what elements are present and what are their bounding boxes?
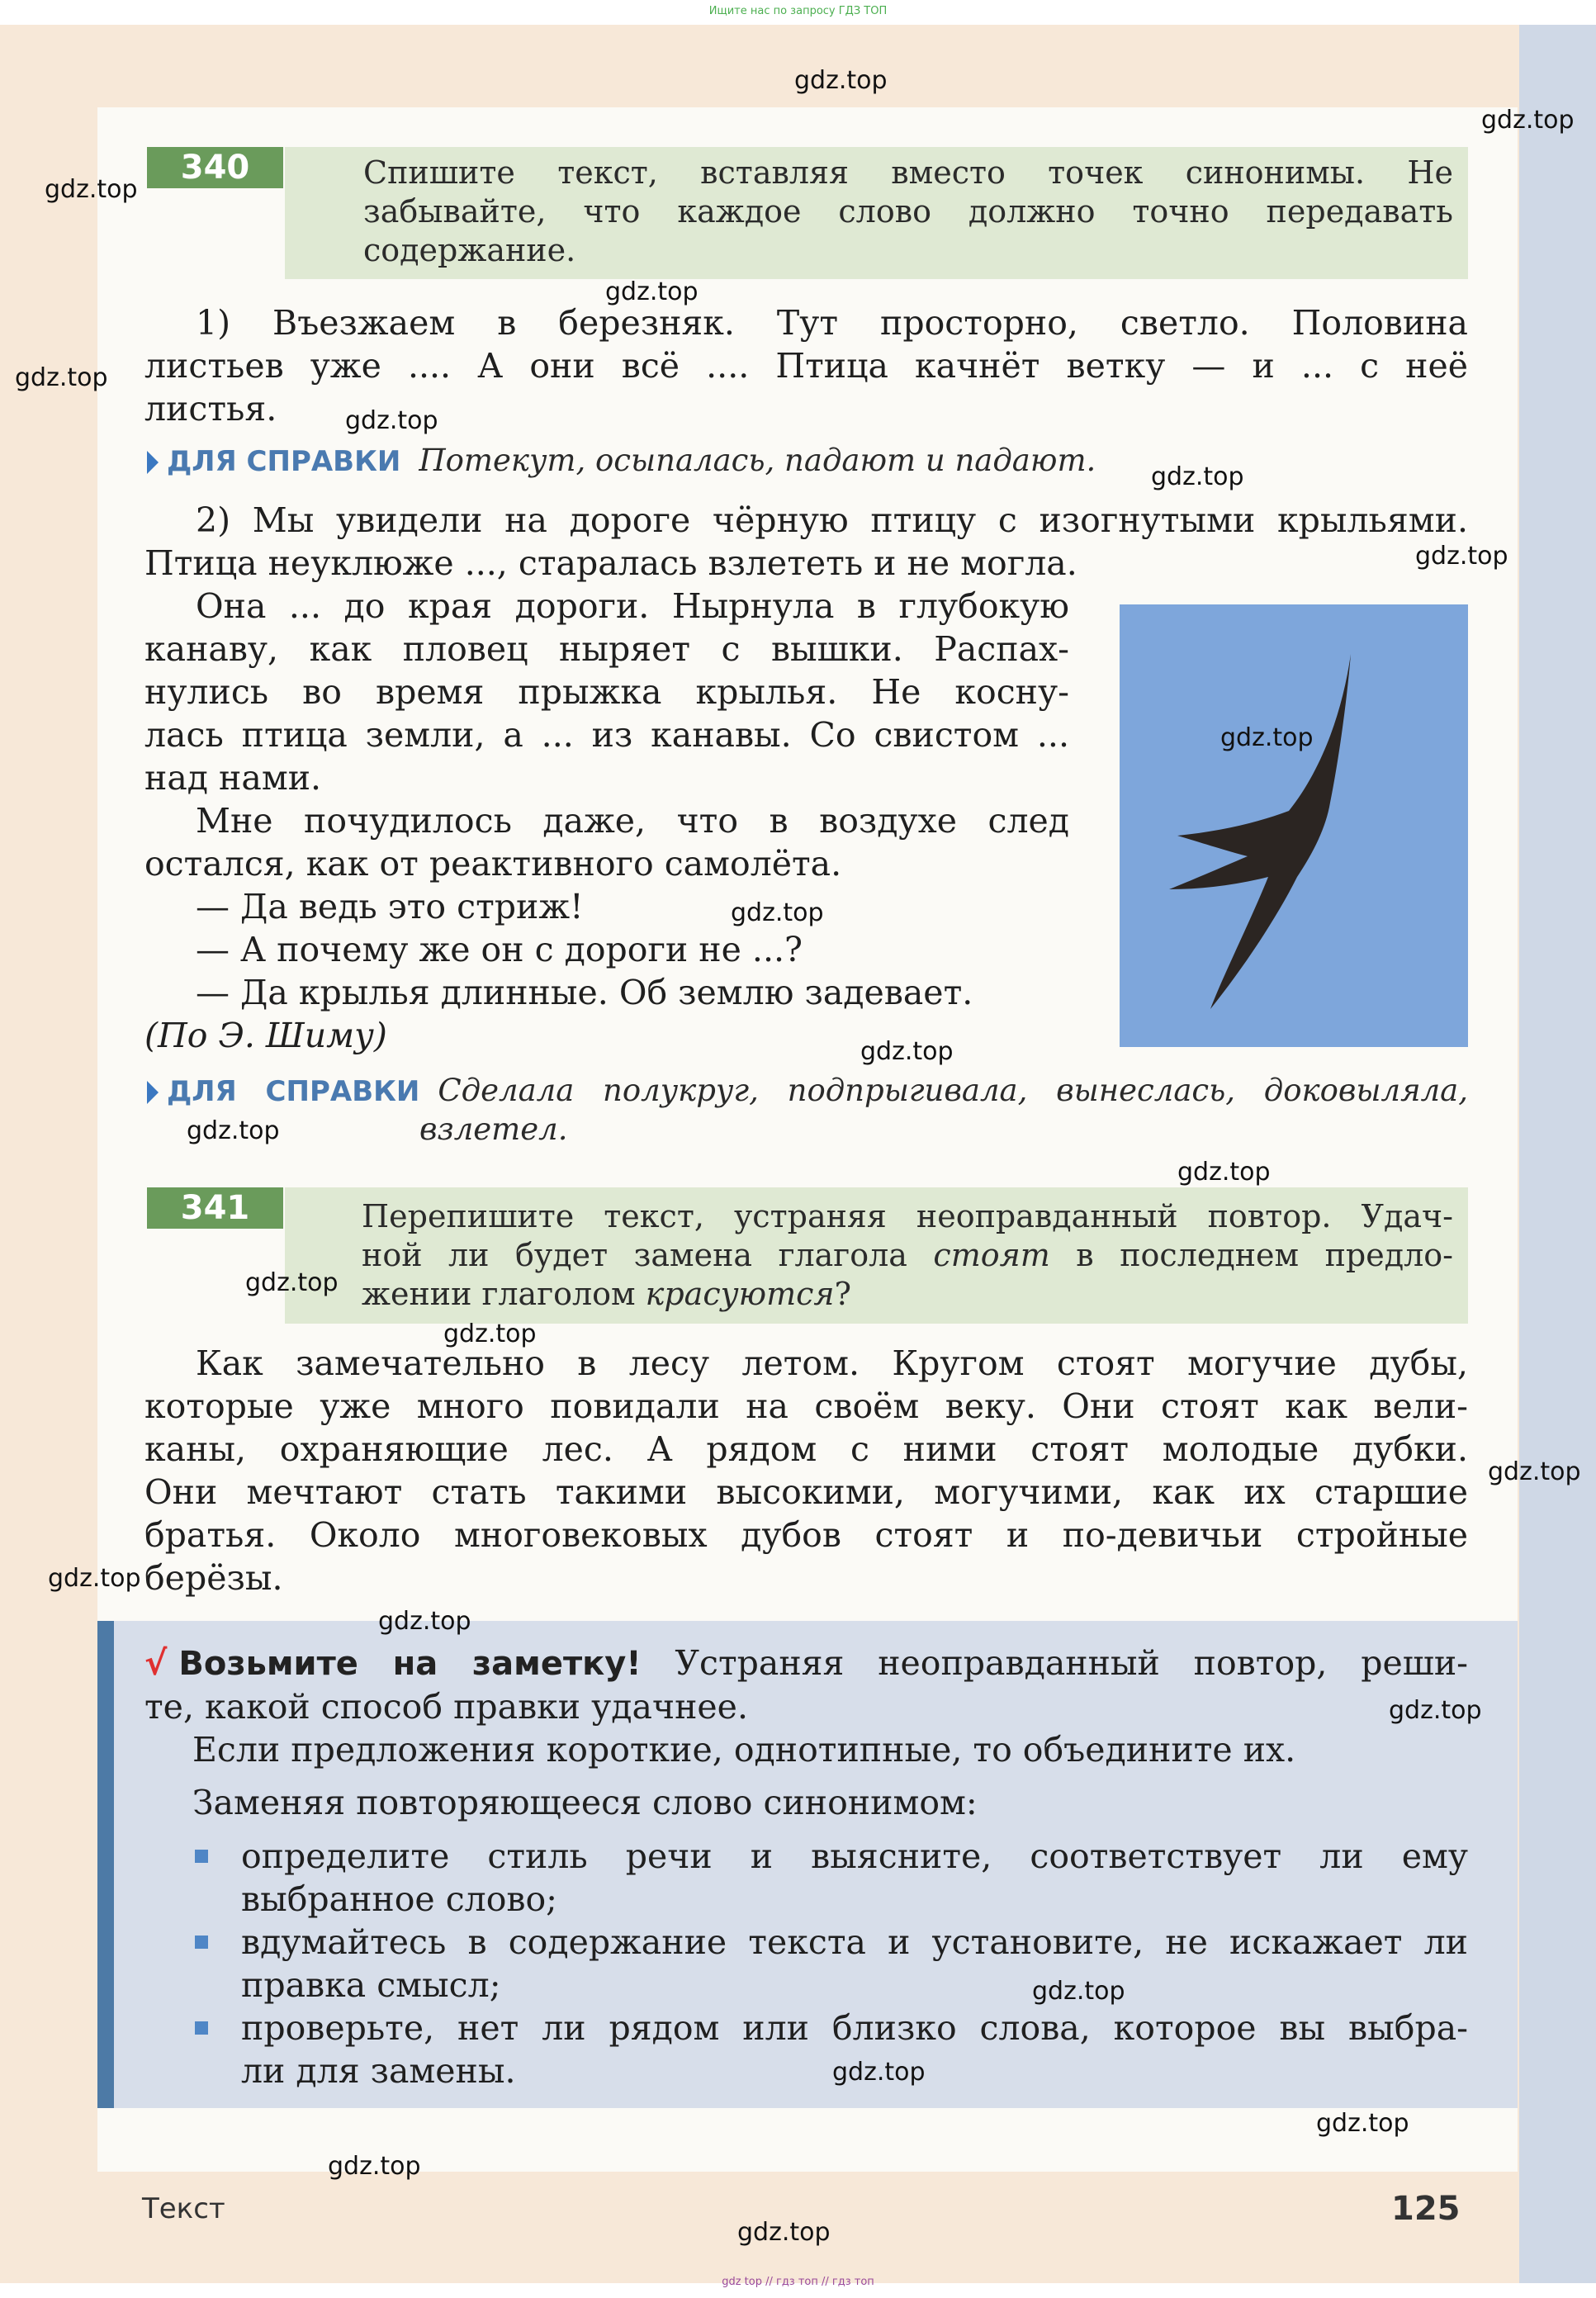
text-line: Мне почудилось даже, что в воздухе след <box>196 801 1069 841</box>
task-fragment: ? <box>834 1276 851 1312</box>
task-line <box>362 1236 1453 1275</box>
reference-text: взлетел. <box>419 1111 568 1147</box>
note-line: те, какой способ правки удачнее. <box>144 1687 748 1727</box>
text-line: листья. <box>144 389 277 429</box>
note-content <box>144 1642 1468 1824</box>
text-line: Они мечтают стать такими высокими, могучими, как их старшие <box>144 1472 1468 1512</box>
bullet-line: определите стиль речи и выясните, соответствует ли ему <box>241 1836 1468 1876</box>
bullet-icon <box>195 1850 208 1863</box>
page-edge-strip <box>1519 25 1596 2283</box>
note-line <box>144 1642 1468 1685</box>
arrow-right-icon <box>147 451 159 474</box>
note-title: Возьмите на заметку! <box>178 1645 642 1683</box>
text-line: — А почему же он с дороги не ...? <box>196 930 803 969</box>
text-line: братья. Около многовековых дубов стоят и по-девичьи стройные <box>144 1515 1468 1555</box>
watermark: gdz.top <box>1488 1457 1581 1486</box>
watermark: gdz.top <box>832 2058 926 2087</box>
watermark: gdz.top <box>1177 1158 1271 1187</box>
reference-line <box>147 1072 1468 1111</box>
text-line: канаву, как пловец ныряет с вышки. Распах- <box>144 629 1069 669</box>
bullet-line: выбранное слово; <box>241 1879 557 1919</box>
swift-bird-photo <box>1120 604 1468 1047</box>
text-line: которые уже много повидали на своём веку. Они стоят как вели- <box>144 1386 1468 1426</box>
note-accent-bar <box>97 1621 114 2108</box>
text-line: Как замечательно в лесу летом. Кругом стоят могучие дубы, <box>196 1343 1468 1383</box>
bullet-line: ли для замены. <box>241 2051 516 2091</box>
task-emphasis: красуются <box>645 1276 835 1312</box>
bottom-caption: gdz top // гдз топ // гдз топ <box>722 2276 874 2288</box>
text-line: 2) Мы увидели на дороге чёрную птицу с изогнутыми крыльями. <box>196 500 1468 540</box>
text-line: над нами. <box>144 758 322 798</box>
watermark: gdz.top <box>1151 462 1244 491</box>
watermark: gdz.top <box>378 1607 471 1636</box>
watermark: gdz.top <box>1481 106 1575 135</box>
watermark: gdz.top <box>1220 723 1314 752</box>
reference-label: ДЛЯ СПРАВКИ <box>167 445 401 478</box>
exercise-340-part2-story <box>144 585 1069 1057</box>
watermark: gdz.top <box>1415 542 1508 571</box>
text-line: каны, охраняющие лес. А рядом с ними стоят молодые дубки. <box>144 1429 1468 1469</box>
text-line: остался, как от реактивного самолёта. <box>144 844 842 884</box>
task-fragment: жении глаголом <box>362 1276 646 1312</box>
exercise-341-text <box>144 1342 1468 1599</box>
text-line: нулись во время прыжка крылья. Не косну- <box>144 672 1069 712</box>
task-line <box>362 1275 1453 1314</box>
text-line: — Да ведь это стриж! <box>196 887 584 926</box>
checkmark-icon: √ <box>144 1643 168 1683</box>
reference-hint-1 <box>147 442 1096 481</box>
watermark: gdz.top <box>187 1116 280 1145</box>
task-line: забывайте, что каждое слово должно точно передавать <box>363 193 1453 230</box>
exercise-340-task <box>363 154 1453 270</box>
bullet-line: правка смысл; <box>241 1965 501 2005</box>
bullet-line: вдумайтесь в содержание текста и установите, не искажает ли <box>241 1922 1468 1962</box>
exercise-340-part1 <box>144 301 1468 430</box>
swift-bird-silhouette <box>1120 604 1468 1047</box>
reference-text: Потекут, осыпалась, падают и падают. <box>419 443 1096 478</box>
watermark: gdz.top <box>1032 1977 1125 2006</box>
task-line: Перепишите текст, устраняя неоправданный повтор. Удач- <box>362 1198 1453 1234</box>
watermark: gdz.top <box>443 1320 537 1348</box>
note-title-rest: Устраняя неоправданный повтор, реши- <box>641 1643 1468 1683</box>
task-line: содержание. <box>363 232 576 268</box>
watermark: gdz.top <box>48 1564 141 1593</box>
reference-text: Сделала полукруг, подпрыгивала, вынеслась, доковыляла, <box>438 1073 1468 1108</box>
author-attribution: (По Э. Шиму) <box>144 1016 387 1055</box>
exercise-340-number: 340 <box>147 147 283 188</box>
text-line: лась птица земли, а ... из канавы. Со свистом ... <box>144 715 1069 755</box>
bullet-line: проверьте, нет ли рядом или близко слова, которое вы выбра- <box>241 2008 1468 2048</box>
watermark: gdz.top <box>860 1037 954 1066</box>
exercise-341-number: 341 <box>147 1187 283 1229</box>
watermark: gdz.top <box>345 406 438 435</box>
reference-hint-2 <box>147 1072 1468 1149</box>
watermark: gdz.top <box>15 363 108 392</box>
text-line: листьев уже .... А они всё .... Птица качнёт ветку — и ... с неё <box>144 346 1468 386</box>
text-line: 1) Въезжаем в березняк. Тут просторно, светло. Половина <box>196 303 1468 343</box>
note-line: Заменяя повторяющееся слово синонимом: <box>192 1783 978 1822</box>
page-number: 125 <box>1391 2190 1461 2228</box>
note-bullets <box>241 1835 1468 2092</box>
task-fragment: ной ли будет замена глагола <box>362 1237 934 1273</box>
watermark: gdz.top <box>731 898 824 927</box>
watermark: gdz.top <box>1316 2109 1409 2138</box>
reference-label: ДЛЯ СПРАВКИ <box>167 1075 420 1108</box>
text-line: Она ... до края дороги. Нырнула в глубокую <box>196 586 1069 626</box>
watermark: gdz.top <box>45 175 138 204</box>
exercise-340-part2 <box>144 499 1468 585</box>
watermark: gdz.top <box>1389 1696 1482 1725</box>
watermark: gdz.top <box>328 2152 421 2181</box>
text-line: — Да крылья длинные. Об землю задевает. <box>196 973 973 1012</box>
top-caption: Ищите нас по запросу ГДЗ ТОП <box>708 5 888 17</box>
note-line: Если предложения короткие, однотипные, то объедините их. <box>192 1730 1296 1770</box>
text-line: берёзы. <box>144 1558 283 1598</box>
bullet-icon <box>195 1936 208 1949</box>
watermark: gdz.top <box>737 2218 831 2247</box>
task-fragment: в последнем предло- <box>1049 1237 1454 1273</box>
exercise-341-task <box>362 1197 1453 1314</box>
watermark: gdz.top <box>245 1268 339 1297</box>
footer-section-title: Текст <box>142 2192 225 2225</box>
text-line: Птица неуклюже ..., старалась взлететь и не могла. <box>144 543 1077 583</box>
arrow-right-icon <box>147 1081 159 1104</box>
task-line: Спишите текст, вставляя вместо точек синонимы. Не <box>363 154 1453 191</box>
watermark: gdz.top <box>794 66 888 95</box>
bullet-icon <box>195 2021 208 2035</box>
watermark: gdz.top <box>605 277 699 306</box>
task-emphasis: стоят <box>933 1237 1050 1273</box>
